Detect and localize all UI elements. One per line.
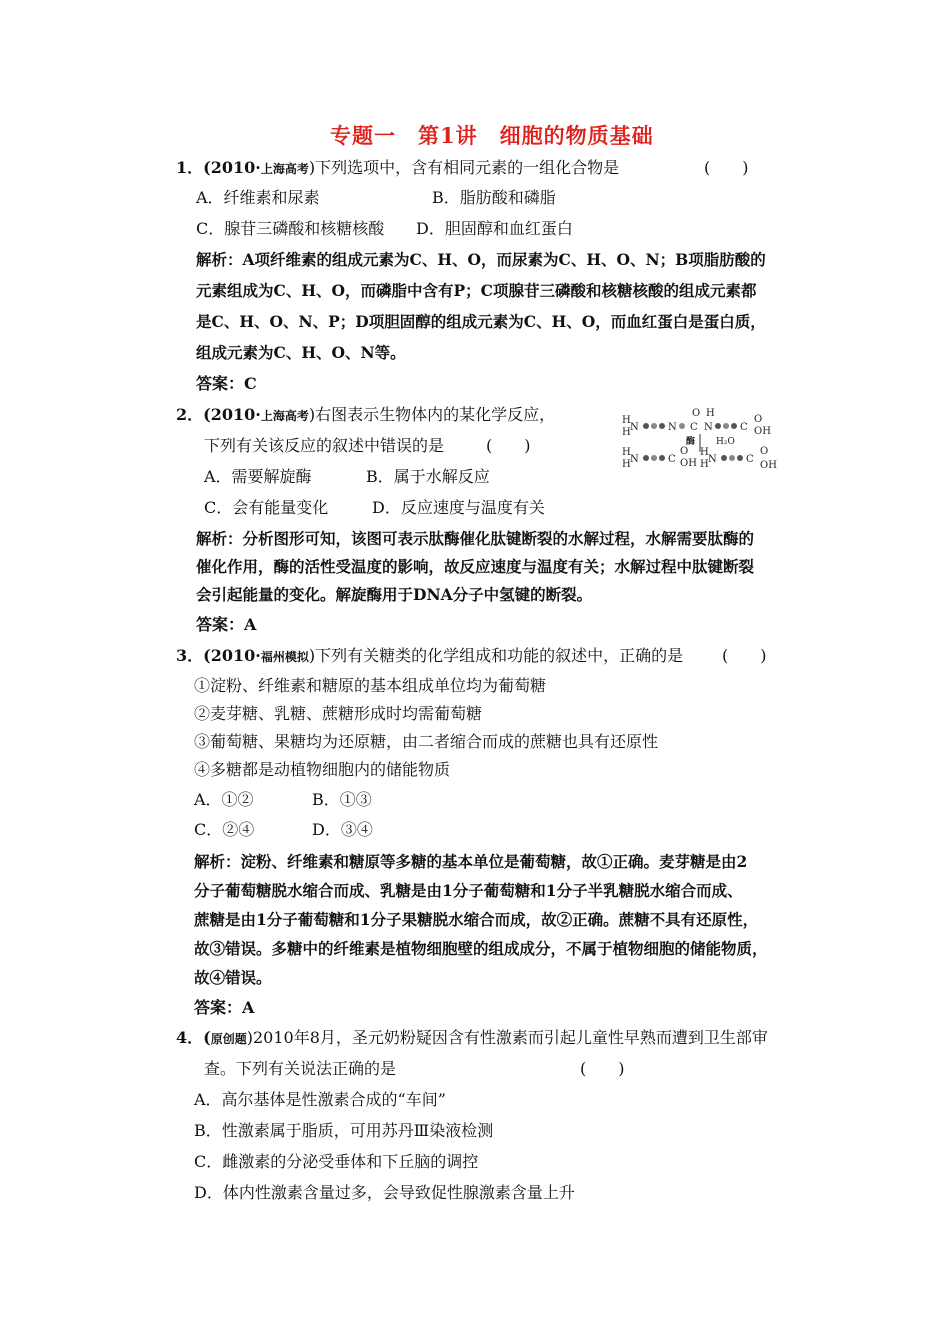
statement-2: ②麦芽糖、乳糖、蔗糖形成时均需葡萄糖 [194,704,483,723]
option-a: A．需要解旋酶 [204,467,312,486]
source-open: ( [203,1028,211,1047]
question-source: 福州模拟 [260,650,309,664]
atom-n: N [668,422,677,433]
atom-c: C [690,422,698,433]
explanation-line: 解析：分析图形可知，该图可表示肽酶催化肽键断裂的水解过程，水解需要肽酶的 [196,529,755,548]
question-text: )下列有关糖类的化学组成和功能的叙述中，正确的是 [308,646,684,665]
answer-parentheses: ( ) [722,646,767,665]
page-title: 专题一 第1讲 细胞的物质基础 [330,123,654,148]
question-source: 上海高考 [260,162,309,176]
atom-h: H [700,447,709,458]
question-number: 3． [176,646,204,665]
answer-parentheses: ( ) [486,436,531,455]
question-text-cont: 查。下列有关说法正确的是 [204,1059,397,1078]
question-1-stem [176,157,619,180]
atom-o: O [680,446,689,457]
atom-dot [643,455,649,461]
atom-dot [729,455,735,461]
option-c: C．雌激素的分泌受垂体和下丘脑的调控 [194,1152,479,1171]
explanation-line: 故③错误。多糖中的纤维素是植物细胞壁的组成成分，不属于植物细胞的储能物质， [194,939,768,958]
explanation-line: 解析：淀粉、纤维素和糖原等多糖的基本单位是葡萄糖，故①正确。麦芽糖是由2 [194,852,748,871]
answer-parentheses: ( ) [580,1059,625,1078]
atom-oh: OH [760,460,777,471]
question-number: 2． [176,405,204,424]
answer-line: 答案：A [196,615,257,634]
atom-dot [721,455,727,461]
question-number: 4． [176,1028,204,1047]
atom-dot [715,423,721,429]
source-open: (2010· [203,405,261,424]
atom-dot [723,423,729,429]
question-number: 1． [176,158,204,177]
explanation-line: 解析：A项纤维素的组成元素为C、H、O，而尿素为C、H、O、N；B项脂肪酸的 [196,250,766,269]
atom-oh: OH [680,458,697,469]
question-text: )2010年8月，圣元奶粉疑因含有性激素而引起儿童性早熟而遭到卫生部审 [246,1028,768,1047]
option-c: C．腺苷三磷酸和核糖核酸 [196,219,385,238]
question-text-cont: 下列有关该反应的叙述中错误的是 [204,436,445,455]
atom-dot [737,455,743,461]
enzyme-label: 酶 [686,437,696,447]
atom-dot [659,423,665,429]
atom-dot [643,423,649,429]
option-a: A．纤维素和尿素 [196,188,320,207]
atom-n: N [630,422,639,433]
answer-parentheses: ( ) [704,158,749,177]
atom-h: H [622,415,631,426]
option-b: B．①③ [312,790,372,809]
question-text: )下列选项中，含有相同元素的一组化合物是 [308,158,620,177]
atom-dot [651,423,657,429]
explanation-line: 会引起能量的变化。解旋酶用于DNA分子中氢键的断裂。 [196,585,593,604]
explanation-line: 蔗糖是由1分子葡萄糖和1分子果糖脱水缩合而成，故②正确。蔗糖不具有还原性， [194,910,759,929]
atom-dot [731,423,737,429]
atom-h: H [622,427,631,438]
atom-n: N [704,422,713,433]
atom-n: N [630,454,639,465]
question-4-stem [176,1027,768,1050]
option-c: C．②④ [194,820,255,839]
atom-dot [651,455,657,461]
statement-3: ③葡萄糖、果糖均为还原糖，由二者缩合而成的蔗糖也具有还原性 [194,732,659,751]
atom-h: H [622,459,631,470]
source-open: (2010· [203,158,261,177]
atom-c: C [668,454,676,465]
explanation-line: 元素组成为C、H、O，而磷脂中含有P；C项腺苷三磷酸和核糖核酸的组成元素都 [196,281,757,300]
reaction-diagram [620,404,790,476]
atom-oh: OH [754,426,771,437]
option-b: B．性激素属于脂质，可用苏丹Ⅲ染液检测 [194,1121,494,1140]
option-c: C．会有能量变化 [204,498,329,517]
answer-line: 答案：C [196,374,257,393]
atom-h: H [700,459,709,470]
option-a: A．高尔基体是性激素合成的“车间” [194,1090,446,1109]
water-label: H₂O [716,437,735,447]
atom-c: C [746,454,754,465]
question-3-stem [176,645,683,668]
atom-dot [679,423,685,429]
explanation-line: 分子葡萄糖脱水缩合而成、乳糖是由1分子葡萄糖和1分子半乳糖脱水缩合而成、 [194,881,743,900]
option-d: D．胆固醇和血红蛋白 [416,219,573,238]
option-d: D．③④ [312,820,373,839]
option-d: D．体内性激素含量过多，会导致促性腺激素含量上升 [194,1183,575,1202]
atom-o: O [760,446,769,457]
atom-h: H [706,408,715,419]
atom-o: O [692,408,701,419]
atom-n: N [708,454,717,465]
explanation-line: 故④错误。 [194,968,272,987]
option-d: D．反应速度与温度有关 [372,498,545,517]
atom-h: H [622,447,631,458]
question-source: 上海高考 [260,409,309,423]
statement-1: ①淀粉、纤维素和糖原的基本组成单位均为葡萄糖 [194,676,547,695]
option-b: B．属于水解反应 [366,467,490,486]
question-2-stem [176,404,555,427]
explanation-line: 催化作用，酶的活性受温度的影响，故反应速度与温度有关；水解过程中肽键断裂 [196,557,755,576]
atom-o: O [754,414,763,425]
option-b: B．脂肪酸和磷脂 [432,188,556,207]
question-source: 原创题 [210,1032,247,1046]
option-a: A．①② [194,790,254,809]
source-open: (2010· [203,646,261,665]
atom-dot [659,455,665,461]
atom-c: C [740,422,748,433]
explanation-line: 组成元素为C、H、O、N等。 [196,343,406,362]
question-text: )右图表示生物体内的某化学反应， [308,405,556,424]
answer-line: 答案：A [194,998,255,1017]
explanation-line: 是C、H、O、N、P；D项胆固醇的组成元素为C、H、O，而血红蛋白是蛋白质， [196,312,766,331]
statement-4: ④多糖都是动植物细胞内的储能物质 [194,760,451,779]
